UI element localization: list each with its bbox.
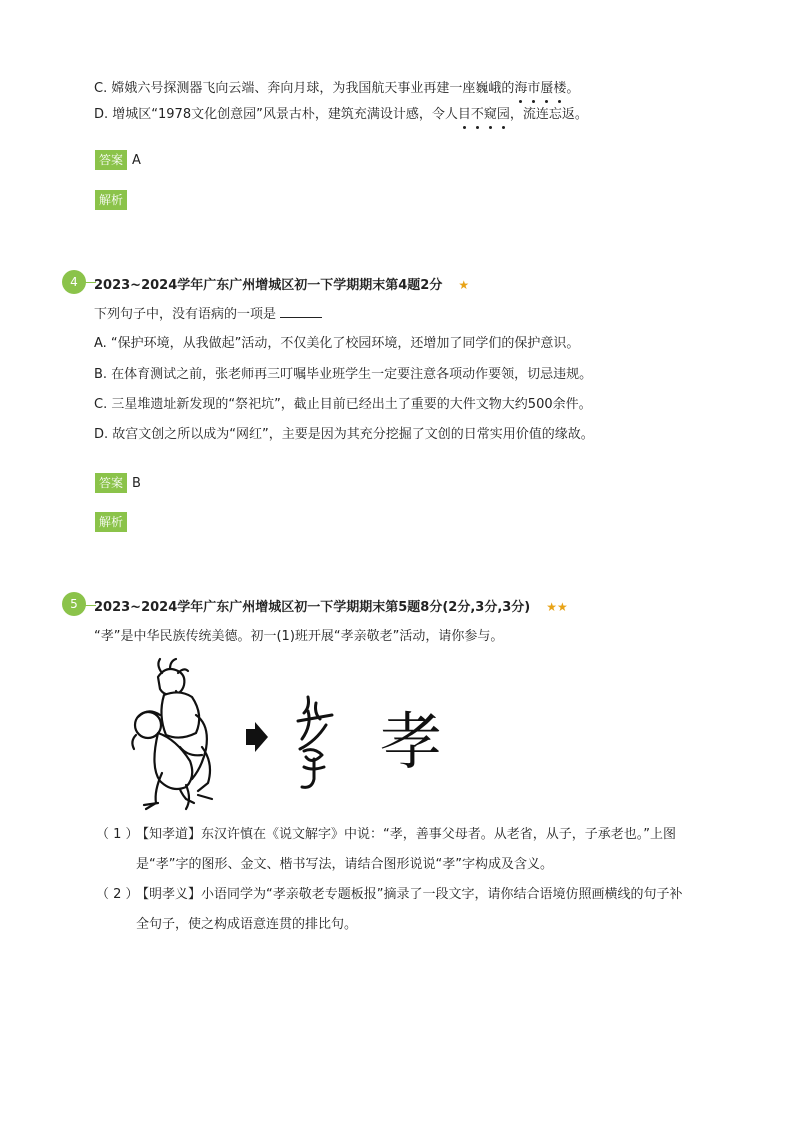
question-header: 2023~2024学年广东广州增城区初一下学期期末第4题2分 ★ — [94, 278, 470, 293]
answer-value: B — [132, 476, 141, 491]
regular-script-xiao: 孝 — [380, 705, 443, 778]
answer-tag[interactable]: 答案 — [95, 150, 127, 170]
answer-blank — [280, 305, 322, 318]
q3-dotted-term-c: 海市蜃楼 — [514, 81, 567, 96]
pictograph-elder-carrying-child — [132, 659, 212, 809]
analysis-tag[interactable]: 解析 — [95, 512, 127, 532]
q3-dotted-term-d: 目不窥园 — [457, 107, 510, 122]
bronze-script-xiao — [298, 697, 332, 787]
answer-value: A — [132, 153, 141, 168]
question-number-badge: 5 — [62, 592, 86, 616]
option-c: C. 三星堆遗址新发现的“祭祀坑”，截止目前已经出土了重要的大件文物大约500余件。 — [94, 397, 592, 412]
option-b: B. 在体育测试之前，张老师再三叮嘱毕业班学生一定要注意各项动作要领，切忌违规。 — [94, 367, 593, 382]
sub-question-1-cont: 是“孝”字的图形、金文、楷书写法，请结合图形说说“孝”字构成及含义。 — [136, 857, 553, 872]
question-number-badge: 4 — [62, 270, 86, 294]
question-stem: 下列句子中，没有语病的一项是 — [94, 305, 322, 324]
question-intro: “孝”是中华民族传统美德。初一(1)班开展“孝亲敬老”活动，请你参与。 — [94, 629, 504, 644]
option-a: A. “保护环境，从我做起”活动，不仅美化了校园环境，还增加了同学们的保护意识。 — [94, 336, 580, 351]
xiao-character-figure — [118, 655, 463, 820]
analysis-tag[interactable]: 解析 — [95, 190, 127, 210]
question-header: 2023~2024学年广东广州增城区初一下学期期末第5题8分(2分,3分,3分) ★★ — [94, 600, 568, 615]
sub-question-2-cont: 全句子，使之构成语意连贯的排比句。 — [136, 917, 358, 932]
sub-question-2: （ 2 ）【明孝义】小语同学为“孝亲敬老专题板报”摘录了一段文字，请你结合语境仿照画横线的句子补 — [96, 887, 683, 902]
q3-option-d: D. 增城区“1978文化创意园”风景古朴，建筑充满设计感，令人目不窥园，流连忘返。 — [94, 107, 588, 122]
option-d: D. 故宫文创之所以成为“网红”，主要是因为其充分挖掘了文创的日常实用价值的缘故。 — [94, 427, 594, 442]
difficulty-stars: ★ — [458, 278, 470, 292]
sub-question-1: （ 1 ）【知孝道】东汉许慎在《说文解字》中说：“孝，善事父母者。从老省，从子，子承老也。”上图 — [96, 827, 676, 842]
q4-answer-row — [95, 473, 141, 493]
answer-tag[interactable]: 答案 — [95, 473, 127, 493]
q3-answer-row — [95, 150, 141, 170]
q3-option-c: C. 嫦娥六号探测器飞向云端、奔向月球，为我国航天事业再建一座巍峨的海市蜃楼。 — [94, 81, 580, 96]
arrow-right-icon — [246, 722, 268, 752]
difficulty-stars: ★★ — [546, 600, 568, 614]
